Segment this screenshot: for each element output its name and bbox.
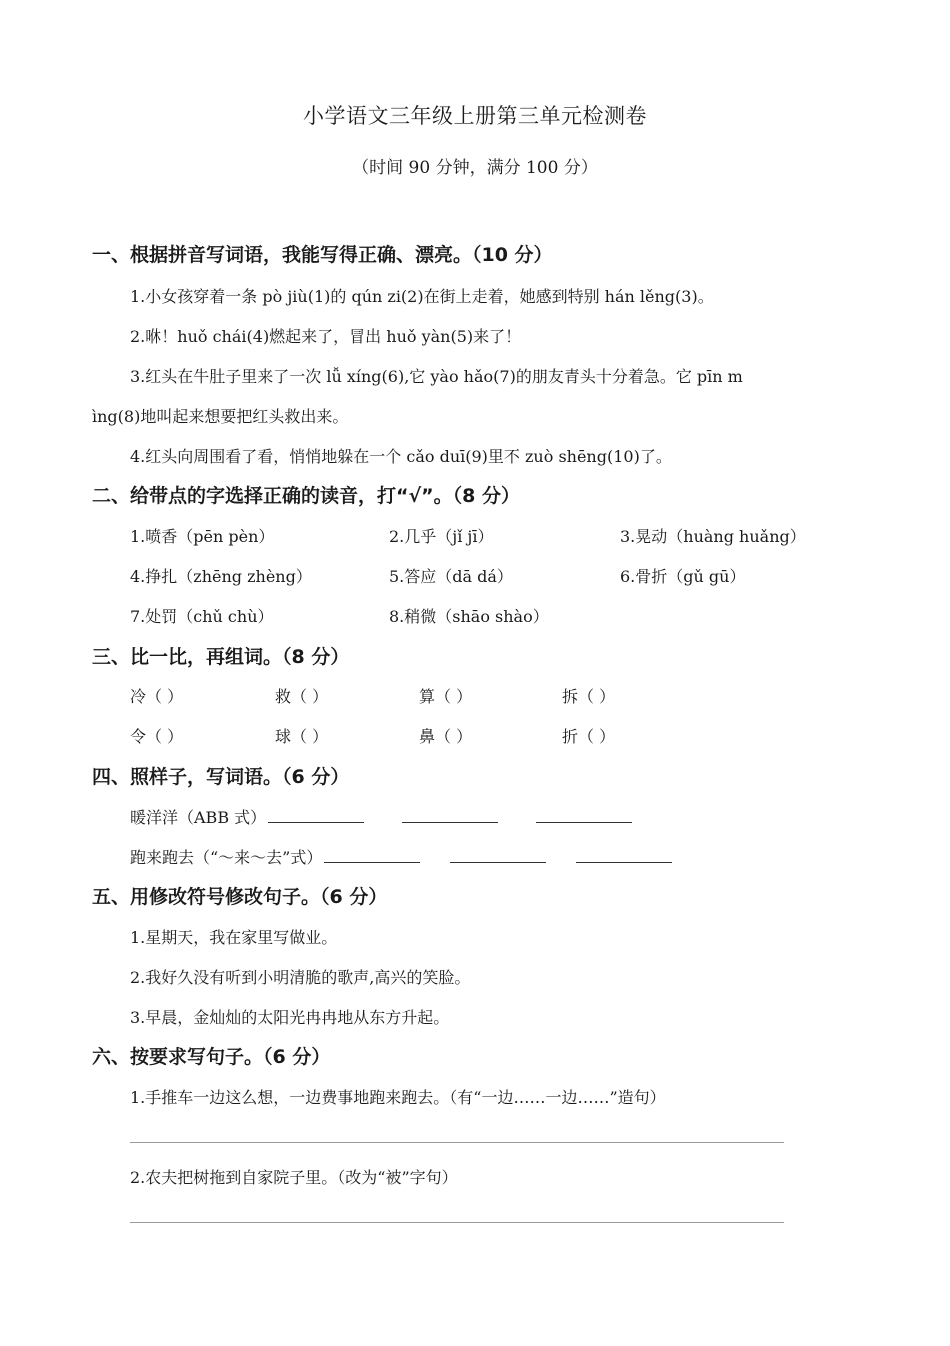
s2-item-1: 1.喷香（pēn pèn） xyxy=(130,527,275,546)
s3-cell: 球（ ） xyxy=(275,727,329,746)
s4-row-1 xyxy=(130,805,632,828)
s6-item-2: 2.农夫把树拖到自家院子里。（改为“被”字句） xyxy=(130,1168,458,1187)
s2-item-2: 2.几乎（jǐ jī） xyxy=(389,527,494,546)
s3-cell: 令（ ） xyxy=(130,727,184,746)
section-1-heading: 一、根据拼音写词语，我能写得正确、漂亮。（10 分） xyxy=(92,244,553,266)
section-5-heading: 五、用修改符号修改句子。（6 分） xyxy=(92,886,388,908)
s4-row-2 xyxy=(130,845,672,868)
section-2-heading: 二、给带点的字选择正确的读音，打“√”。（8 分） xyxy=(92,485,520,507)
s3-cell: 救（ ） xyxy=(275,687,329,706)
s1-item-2: 2.咻！huǒ chái(4)燃起来了，冒出 huǒ yàn(5)来了！ xyxy=(130,327,522,346)
s5-item-1: 1.星期天，我在家里写做业。 xyxy=(130,928,338,947)
s1-item-3-continued: ìng(8)地叫起来想要把红头救出来。 xyxy=(92,407,349,426)
s2-item-5: 5.答应（dā dá） xyxy=(389,567,513,586)
answer-line[interactable] xyxy=(130,1142,784,1143)
s1-item-1: 1.小女孩穿着一条 pò jiù(1)的 qún zi(2)在街上走着，她感到特别 hán lěng(3)。 xyxy=(130,287,714,306)
section-3-heading: 三、比一比，再组词。（8 分） xyxy=(92,646,350,668)
s3-cell: 拆（ ） xyxy=(562,687,616,706)
answer-blank[interactable] xyxy=(268,808,364,823)
answer-blank[interactable] xyxy=(324,848,420,863)
exam-time-score: （时间 90 分钟，满分 100 分） xyxy=(352,158,598,178)
s1-item-3: 3.红头在牛肚子里来了一次 lǚ xíng(6),它 yào hǎo(7)的朋友青头十分着急。它 pīn m xyxy=(130,367,743,386)
s2-item-4: 4.挣扎（zhēng zhèng） xyxy=(130,567,312,586)
answer-blank[interactable] xyxy=(536,808,632,823)
s6-item-1: 1.手推车一边这么想，一边费事地跑来跑去。（有“一边……一边……”造句） xyxy=(130,1088,666,1107)
section-6-heading: 六、按要求写句子。（6 分） xyxy=(92,1046,331,1068)
s3-cell: 折（ ） xyxy=(562,727,616,746)
s5-item-2: 2.我好久没有听到小明清脆的歌声,高兴的笑脸。 xyxy=(130,968,471,987)
s1-item-4: 4.红头向周围看了看，悄悄地躲在一个 cǎo duī(9)里不 zuò shēng(10)了。 xyxy=(130,447,672,466)
s2-item-8: 8.稍微（shāo shào） xyxy=(389,607,549,626)
s3-cell: 算（ ） xyxy=(419,687,473,706)
s4-row-1-label: 暖洋洋（ABB 式） xyxy=(130,808,267,827)
answer-blank[interactable] xyxy=(402,808,498,823)
s3-cell: 鼻（ ） xyxy=(419,727,473,746)
s3-cell: 冷（ ） xyxy=(130,687,184,706)
s2-item-7: 7.处罚（chǔ chù） xyxy=(130,607,274,626)
answer-blank[interactable] xyxy=(450,848,546,863)
s2-item-6: 6.骨折（gǔ gū） xyxy=(620,567,746,586)
s4-row-2-label: 跑来跑去（“～来～去”式） xyxy=(130,848,323,867)
answer-line[interactable] xyxy=(130,1222,784,1223)
section-4-heading: 四、照样子，写词语。（6 分） xyxy=(92,766,350,788)
s5-item-3: 3.早晨，金灿灿的太阳光冉冉地从东方升起。 xyxy=(130,1008,450,1027)
s2-item-3: 3.晃动（huàng huǎng） xyxy=(620,527,806,546)
answer-blank[interactable] xyxy=(576,848,672,863)
page-title: 小学语文三年级上册第三单元检测卷 xyxy=(303,104,647,128)
